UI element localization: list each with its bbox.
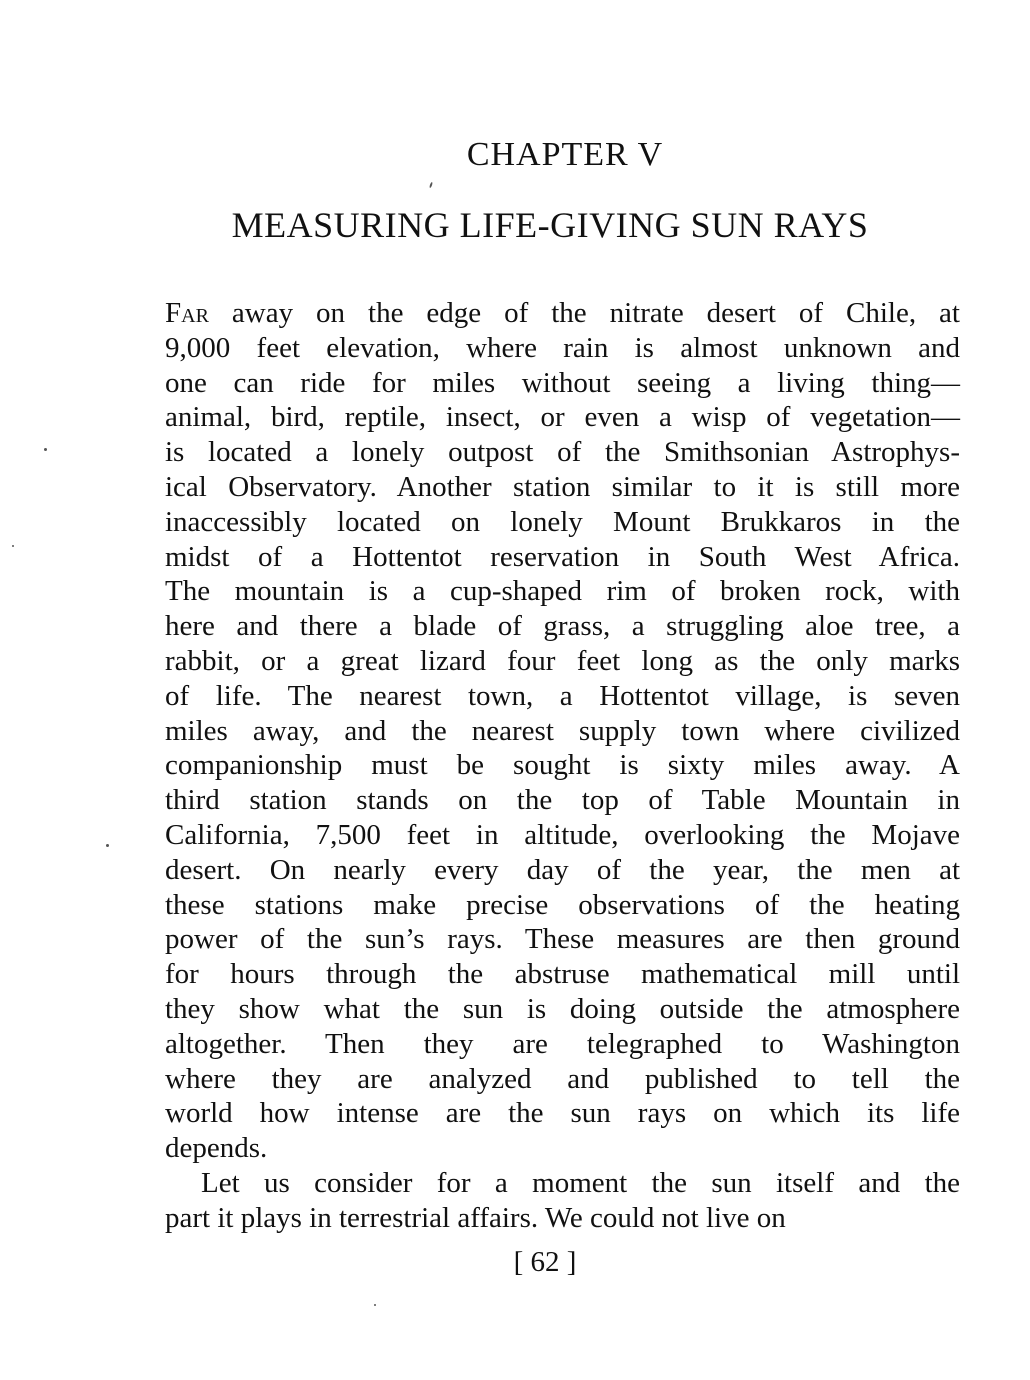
text-line: rabbit, or a great lizard four feet long as the only marks (165, 644, 960, 677)
page-number: [ 62 ] (513, 1246, 577, 1278)
text-line: companionship must be sought is sixty miles away. A (165, 749, 960, 782)
text-line: where they are analyzed and published to tell the (165, 1062, 960, 1095)
text-line: altogether. Then they are telegraphed to Washington (165, 1027, 960, 1060)
text-line: they show what the sun is doing outside the atmosphere (165, 992, 960, 1025)
scan-speck (374, 1304, 376, 1306)
text-line: animal, bird, reptile, insect, or even a wisp of vegetation— (165, 401, 960, 434)
scan-speck (44, 448, 47, 451)
text-line: miles away, and the nearest supply town where civilized (165, 714, 960, 747)
first-line-rest: away on the edge of the nitrate desert of Chile, at (208, 297, 960, 329)
text-line: The mountain is a cup-shaped rim of broken rock, with (165, 575, 960, 608)
text-line: one can ride for miles without seeing a living thing— (165, 366, 960, 399)
text-line: inaccessibly located on lonely Mount Brukkaros in the (165, 505, 960, 538)
text-line: here and there a blade of grass, a struggling aloe tree, a (165, 610, 960, 643)
text-line: desert. On nearly every day of the year, the men at (165, 853, 960, 886)
text-line: midst of a Hottentot reservation in South West Africa. (165, 540, 960, 573)
text-line: 9,000 feet elevation, where rain is almost unknown and (165, 331, 960, 364)
chapter-label: CHAPTER V (466, 136, 664, 173)
text-line: these stations make precise observations of the heating (165, 888, 960, 921)
text-line: is located a lonely outpost of the Smithsonian Astrophys- (165, 436, 960, 469)
chapter-title: MEASURING LIFE-GIVING SUN RAYS (231, 205, 869, 245)
text-line: part it plays in terrestrial affairs. We could not live on (165, 1201, 786, 1234)
scan-speck (12, 545, 14, 547)
text-line: for hours through the abstruse mathematical mill until (165, 958, 960, 991)
text-line: depends. (165, 1132, 268, 1165)
text-line: power of the sun’s rays. These measures are then ground (165, 923, 960, 956)
text-line: of life. The nearest town, a Hottentot village, is seven (165, 679, 960, 712)
text-line: world how intense are the sun rays on which its life (165, 1097, 960, 1130)
dropcap-word: Far (165, 297, 209, 329)
scan-speck (429, 182, 433, 188)
text-line: California, 7,500 feet in altitude, overlooking the Mojave (165, 818, 960, 851)
scan-speck (106, 844, 109, 847)
text-line: ical Observatory. Another station similar to it is still more (165, 470, 960, 503)
text-line: Let us consider for a moment the sun itself and the (201, 1166, 960, 1199)
text-line: third station stands on the top of Table Mountain in (165, 784, 960, 817)
text-line (165, 296, 960, 331)
body-text (165, 296, 960, 1236)
